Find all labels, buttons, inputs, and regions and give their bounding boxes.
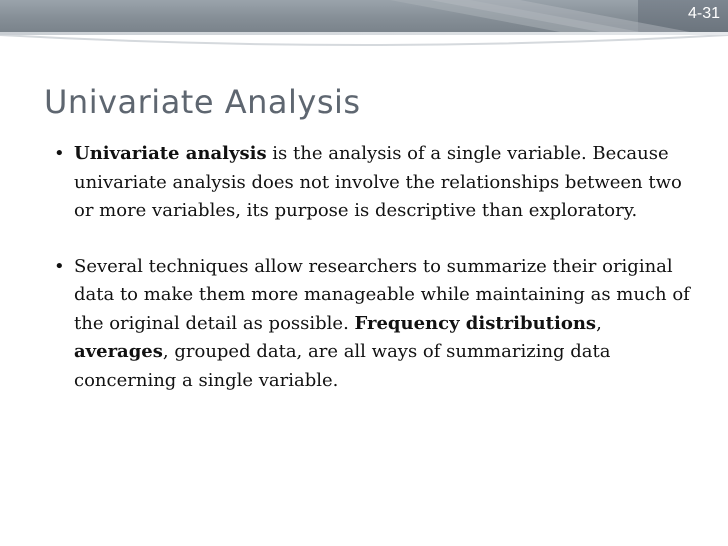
bullet-term: Univariate analysis	[74, 143, 267, 164]
bullet-text: is the analysis of a single variable. Because univariate analysis does not involve the relationships between two or more variables, its purpose is descriptive than exploratory.	[74, 143, 682, 221]
bullet-term-averages: averages	[74, 341, 163, 362]
bullet-term-frequency: Frequency distributions	[354, 312, 597, 334]
bullet-mark: •	[54, 143, 65, 164]
header-accent-line	[0, 32, 728, 35]
bullet-separator: ,	[596, 312, 602, 334]
slide-title: Univariate Analysis	[44, 83, 361, 121]
slide-body	[54, 140, 694, 395]
bullet-text: Several techniques allow researchers to summarize their original data to make them more manageable while maintaining as much of the original detail as possible.	[74, 255, 690, 334]
bullet-techniques	[54, 253, 694, 396]
bullet-univariate	[54, 140, 694, 226]
bullet-mark: •	[54, 255, 65, 277]
header-decoration	[0, 0, 728, 80]
slide-number: 4-31	[687, 5, 720, 22]
bullet-text: , grouped data, are all ways of summarizing data concerning a single variable.	[74, 341, 611, 391]
